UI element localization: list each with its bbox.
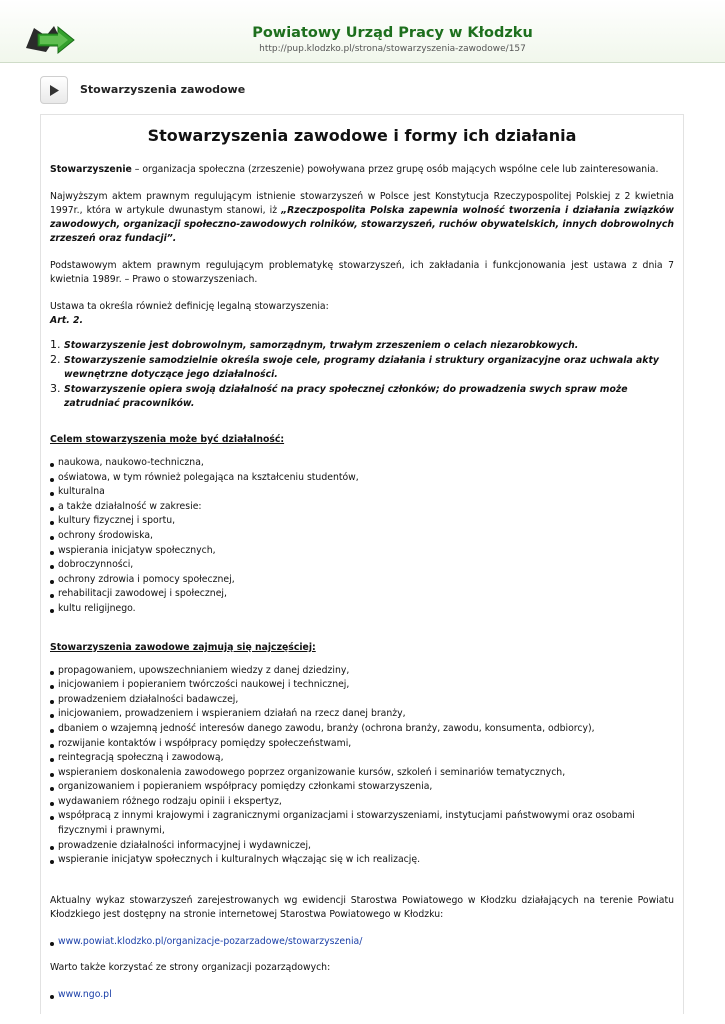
law-paragraph: Podstawowym aktem prawnym regulującym problematykę stowarzyszeń, ich zakładania i funkcjonowania jest ustawa z dnia 7 kwietnia 1989r. – Prawo o stowarzyszeniach. <box>50 260 674 285</box>
list-item: wspieranie inicjatyw społecznych i kulturalnych włączając się w ich realizację. <box>50 853 674 868</box>
list-item: oświatowa, w tym również polegająca na kształceniu studentów, <box>50 471 674 486</box>
page-url: http://pup.klodzko.pl/strona/stowarzyszenia-zawodowe/157 <box>259 44 526 54</box>
activities-heading: Stowarzyszenia zawodowe zajmują się najczęściej: <box>50 641 316 653</box>
list-item: organizowaniem i popieraniem współpracy pomiędzy członkami stowarzyszenia, <box>50 780 674 795</box>
play-arrow-icon <box>49 85 59 96</box>
list-item <box>50 988 674 1003</box>
list-item: inicjowaniem i popieraniem twórczości naukowej i technicznej, <box>50 678 674 693</box>
definition-term: Stowarzyszenie <box>50 164 132 175</box>
article-item: 2. Stowarzyszenie samodzielnie określa swoje cele, programy działania i struktury organizacyjne oraz uchwala akty wewnętrzne dotyczące jego działalności. <box>64 353 674 382</box>
activities-list <box>50 664 674 868</box>
article-items-list <box>50 338 674 411</box>
registry-paragraph: Aktualny wykaz stowarzyszeń zarejestrowanych wg ewidencji Starostwa Powiatowego w Kłodzku działających na terenie Powiatu Kłodzkiego jest dostępny na stronie internetowej Starostwa Powiatowego w Kłodzku: <box>50 894 674 920</box>
definition-text: – organizacja społeczna (zrzeszenie) powoływana przez grupę osób mających wspólne cele lub zainteresowania. <box>131 164 659 175</box>
list-item: ochrony środowiska, <box>50 529 674 544</box>
list-item: współpracą z innymi krajowymi i zagranicznymi organizacjami i stowarzyszeniami, instytucjami państwowymi oraz osobami fizycznymi i prawnymi, <box>50 809 674 838</box>
goals-list <box>50 456 674 617</box>
list-item: reintegracją społeczną i zawodową, <box>50 751 674 766</box>
list-item: wspieraniem doskonalenia zawodowego poprzez organizowanie kursów, szkoleń i seminariów tematycznych, <box>50 766 674 781</box>
ngo-link[interactable]: www.ngo.pl <box>58 989 112 1001</box>
list-item: naukowa, naukowo-techniczna, <box>50 456 674 471</box>
definition-intro <box>50 300 674 328</box>
list-item: dobroczynności, <box>50 558 674 573</box>
list-item: kultu religijnego. <box>50 602 674 617</box>
constitution-quote: „Rzeczpospolita Polska zapewnia wolność tworzenia i działania związków zawodowych, organizacji społeczno-zawodowych rolników, stowarzyszeń, ruchów obywatelskich, innych dobrowolnych zrzeszeń oraz fundacji”. <box>50 205 674 244</box>
list-item: rehabilitacji zawodowej i społecznej, <box>50 587 674 602</box>
ngo-link-list <box>50 988 674 1003</box>
constitution-text: Najwyższym aktem prawnym regulującym istnienie stowarzyszeń w Polsce jest Konstytucja Rzeczypospolitej Polskiej z 2 kwietnia 1997r., która w artykule dwunastym stanowi, iż <box>50 191 674 216</box>
list-item: kulturalna <box>50 485 674 500</box>
ngo-paragraph: Warto także korzystać ze strony organizacji pozarządowych: <box>50 962 331 974</box>
list-item: prowadzeniem działalności badawczej, <box>50 693 674 708</box>
list-item: ochrony zdrowia i pomocy społecznej, <box>50 573 674 588</box>
list-item: prowadzenie działalności informacyjnej i wydawniczej, <box>50 839 674 854</box>
list-item: inicjowaniem, prowadzeniem i wspieraniem działań na rzecz danej branży, <box>50 707 674 722</box>
list-item <box>50 935 674 950</box>
goals-heading: Celem stowarzyszenia może być działalność: <box>50 434 285 445</box>
breadcrumb-title: Stowarzyszenia zawodowe <box>80 83 246 96</box>
site-header <box>0 0 725 63</box>
definition-intro-text: Ustawa ta określa również definicję legalną stowarzyszenia: <box>50 301 329 312</box>
list-item: propagowaniem, upowszechnianiem wiedzy z danej dziedziny, <box>50 664 674 679</box>
constitution-paragraph <box>50 190 674 246</box>
list-item: rozwijanie kontaktów i współpracy pomiędzy społeczeństwami, <box>50 737 674 752</box>
article-number: Art. 2. <box>50 315 83 326</box>
list-item: a także działalność w zakresie: <box>50 500 674 515</box>
list-item: wspierania inicjatyw społecznych, <box>50 544 674 559</box>
article-title: Stowarzyszenia zawodowe i formy ich działania <box>147 126 577 145</box>
list-item: kultury fizycznej i sportu, <box>50 514 674 529</box>
list-item: dbaniem o wzajemną jedność interesów danego zawodu, branży (ochrona branży, zawodu, konsumenta, odbiorcy), <box>50 722 674 737</box>
registry-link[interactable]: www.powiat.klodzko.pl/organizacje-pozarzadowe/stowarzyszenia/ <box>58 935 363 947</box>
breadcrumb-arrow-button[interactable] <box>40 76 68 104</box>
registry-link-list <box>50 935 674 950</box>
definition-paragraph <box>50 163 674 177</box>
list-item: wydawaniem różnego rodzaju opinii i ekspertyz, <box>50 795 674 810</box>
site-title[interactable]: Powiatowy Urząd Pracy w Kłodzku <box>252 25 533 41</box>
article <box>50 126 674 1003</box>
article-item: 3. Stowarzyszenie opiera swoją działalność na pracy społecznej członków; do prowadzenia swych spraw może zatrudniać pracowników. <box>64 382 674 411</box>
article-item: 1. Stowarzyszenie jest dobrowolnym, samorządnym, trwałym zrzeszeniem o celach niezarobkowych. <box>64 338 674 353</box>
